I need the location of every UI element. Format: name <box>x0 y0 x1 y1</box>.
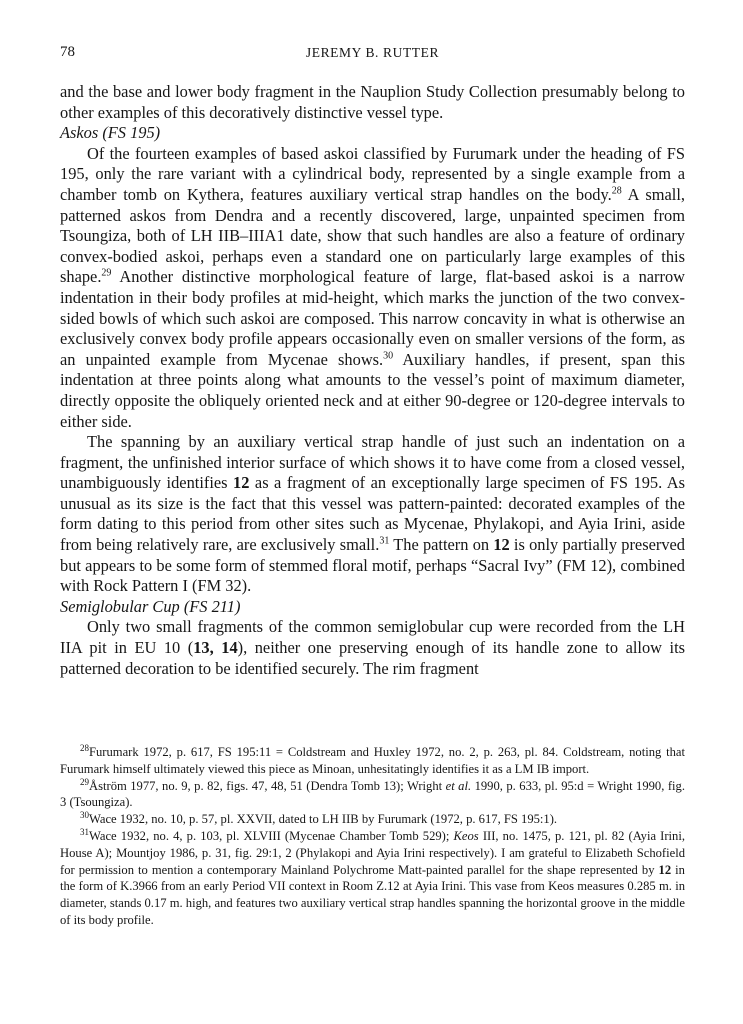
page-header <box>60 44 685 66</box>
catalogue-number: 12 <box>658 862 672 877</box>
footnote-number: 29 <box>80 776 89 787</box>
catalogue-number: 13 <box>193 638 210 658</box>
footnote-30 <box>60 811 685 828</box>
separator: , <box>209 638 222 658</box>
footnote-text: Åström 1977, no. 9, p. 82, figs. 47, 48, 51 (Dendra Tomb 13); Wright <box>89 778 446 793</box>
paragraph-cup-1 <box>60 617 685 679</box>
footnote-text: Wace 1932, no. 10, p. 57, pl. XXVII, dated to LH IIB by Furumark (1972, p. 617, FS 195:1). <box>89 812 558 827</box>
footnote-ref-31[interactable]: 31 <box>379 535 390 547</box>
catalogue-number: 12 <box>493 535 510 555</box>
text-span: The pattern on <box>389 535 494 555</box>
text-span: Another distinctive morphological feature of large, flat-based askoi is a narrow indentation in their body profiles at mid-height, which marks the junction of the two convex-sided bowls of which such askoi are composed. This narrow concavity in what is otherwise an exclusively convex body profile appears occasionally even on smaller versions of the form, as an unpainted example from Mycenae shows. <box>60 267 685 369</box>
paragraph-askos-2 <box>60 432 685 597</box>
footnote-text: in the form of K.3966 from an early Period VII context in Room Z.12 at Ayia Irini. This vase from Keos measures 0.285 m. in diameter, stands 0.17 m. high, and features two auxiliary vertical strap handles spanning the horizontal groove in the middle of its body profile. <box>60 862 685 927</box>
footnote-text: Wace 1932, no. 4, p. 103, pl. XLVIII (Mycenae Chamber Tomb 529); <box>89 828 454 843</box>
footnote-italic: et al. <box>445 778 472 793</box>
footnotes <box>60 744 685 929</box>
text-span: is only partially preserved but appears to be some form of stemmed floral motif, perhaps “Sacral Ivy” (FM 12), combined with Rock Pattern I (FM 32). <box>60 535 685 596</box>
paragraph-continuation: and the base and lower body fragment in the Nauplion Study Collection presumably belong to other examples of this decoratively distinctive vessel type. <box>60 82 685 122</box>
paragraph-askos-1 <box>60 144 685 432</box>
text-span: A small, patterned askos from Dendra and a recently discovered, large, unpainted specimen from Tsoungiza, both of LH IIB–IIIA1 date, show that such handles are also a feature of ordinary convex-bodied askoi, perhaps even a standard one on particularly large examples of this shape. <box>60 184 685 287</box>
catalogue-number: 14 <box>221 638 238 658</box>
footnote-31 <box>60 828 685 929</box>
footnote-number: 30 <box>80 810 89 820</box>
footnote-ref-28[interactable]: 28 <box>611 185 622 197</box>
catalogue-number: 12 <box>233 473 250 493</box>
footnote-text: III, no. 1475, p. 121, pl. 82 (Ayia Irini, House A); Mountjoy 1986, p. 31, fig. 29:1, 2 (Phylakopi and Ayia Irini respectively). I am grateful to Elizabeth Schofield for permission to mention a contemporary Mainland Polychrome Matt-painted parallel for the shape represented by <box>60 828 686 877</box>
page-number: 78 <box>60 44 75 60</box>
text-span: as a fragment of an exceptionally large specimen of FS 195. As unusual as its size is the fact that this vessel was pattern-painted: decorated examples of the form dating to this period from other sites such as Mycenae, Phylakopi, and Ayia Irini, aside from being relatively rare, are exclusively small. <box>60 473 685 555</box>
text-span: ), neither one preserving enough of its handle zone to allow its patterned decoration to be identified securely. The rim fragment <box>60 638 685 678</box>
footnote-ref-29[interactable]: 29 <box>101 267 112 279</box>
footnote-text: Furumark 1972, p. 617, FS 195:11 = Coldstream and Huxley 1972, no. 2, p. 263, pl. 84. Coldstream, noting that Furumark himself ultimately viewed this piece as Minoan, unhesitatingly identifies it as a LM IB import. <box>60 745 685 776</box>
footnote-italic: Keos <box>453 828 479 843</box>
footnote-text: 1990, p. 633, pl. 95:d = Wright 1990, fig. 3 (Tsoungiza). <box>60 778 685 810</box>
footnote-28 <box>60 744 685 778</box>
section-heading-semiglobular-cup: Semiglobular Cup (FS 211) <box>60 596 241 616</box>
footnote-number: 31 <box>80 826 89 837</box>
footnote-ref-30[interactable]: 30 <box>383 350 394 362</box>
body-text <box>60 82 685 679</box>
running-head: JEREMY B. RUTTER <box>305 45 440 60</box>
footnote-number: 28 <box>80 742 89 753</box>
text-span: The spanning by an auxiliary vertical strap handle of just such an indentation on a fragment, the unfinished interior surface of which shows it to have come from a closed vessel, unambiguously identifies <box>60 432 685 493</box>
text-span: Of the fourteen examples of based askoi classified by Furumark under the heading of FS 195, only the rare variant with a cylindrical body, represented by a single example from a chamber tomb on Kythera, features auxiliary vertical strap handles on the body. <box>60 143 685 204</box>
section-heading-askos: Askos (FS 195) <box>60 123 161 143</box>
text-span: Auxiliary handles, if present, span this indentation at three points along what amounts to the vessel’s point of maximum diameter, directly opposite the obliquely oriented neck and at either 90-degree or 120-degree intervals to either side. <box>60 349 685 431</box>
footnote-29 <box>60 778 685 812</box>
text-span: Only two small fragments of the common semiglobular cup were recorded from the LH IIA pit in EU 10 ( <box>60 617 685 658</box>
